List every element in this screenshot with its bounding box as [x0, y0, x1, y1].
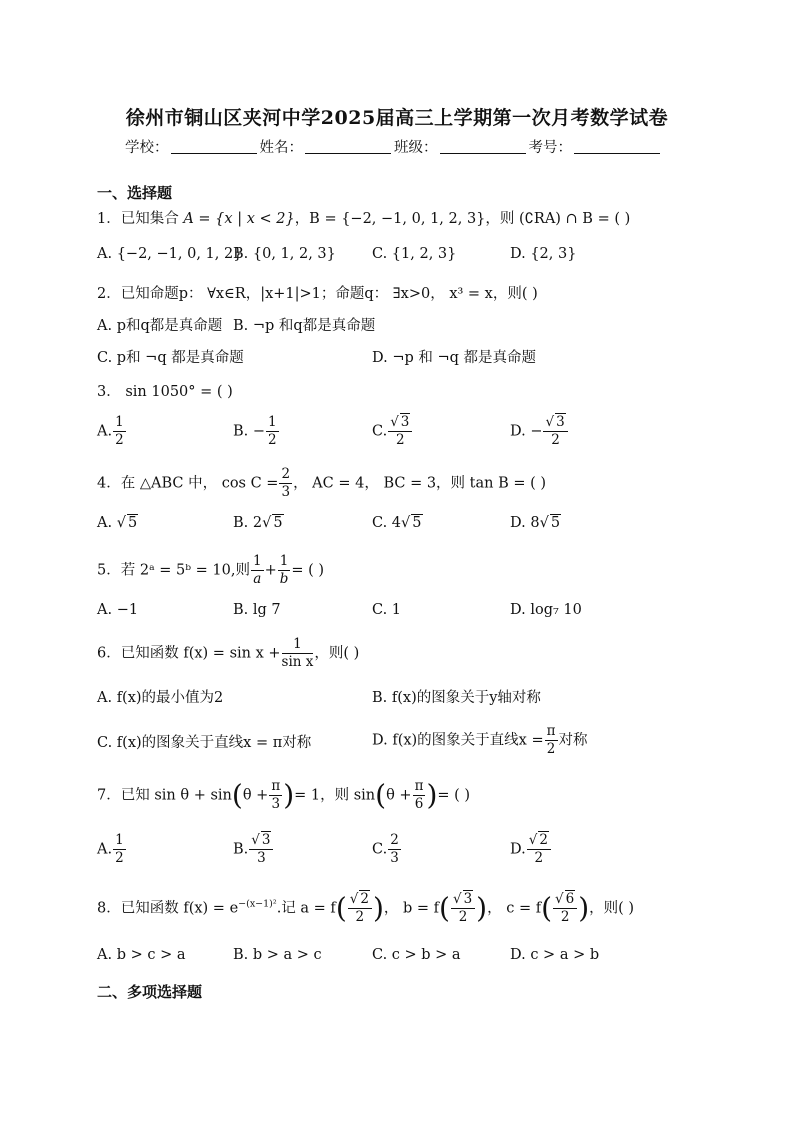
radicand: 5 [550, 515, 561, 531]
option-label: C. 4 [372, 515, 402, 531]
exponent: −(x−1)² [238, 898, 277, 910]
fraction: $\frac{√ 3}{2}$ [543, 414, 567, 449]
q7-option-a[interactable] [97, 832, 127, 867]
question-7 [97, 778, 470, 813]
option-label: D. − [510, 423, 543, 440]
option-label: A. [97, 841, 113, 858]
fraction: $\frac{1}{2}$ [115, 414, 124, 448]
question-text-mid: = 1，则 sin [294, 787, 376, 804]
question-number: 1． [97, 211, 121, 227]
school-blank[interactable] [171, 139, 257, 154]
question-4 [97, 466, 546, 501]
question-text: sin 1050° = ( ) [125, 384, 233, 400]
question-text: 已知 sin θ + sin [120, 787, 232, 804]
q3-option-b[interactable] [233, 414, 280, 449]
left-paren: ( [375, 778, 387, 812]
class-label: 班级： [394, 140, 438, 156]
q1-option-b[interactable]: B. {0, 1, 2, 3} [233, 246, 336, 262]
q2-option-c[interactable]: C. p和 ¬q 都是真命题 [97, 350, 244, 366]
q7-option-c[interactable] [372, 832, 402, 867]
left-paren: ( [335, 891, 347, 925]
q3-option-a[interactable] [97, 414, 127, 449]
q8-option-a[interactable]: A. b > c > a [97, 947, 186, 963]
fraction: $\frac{1}{2}$ [115, 832, 124, 866]
fraction: $\frac{√ 6}{2}$ [553, 891, 577, 926]
q6-option-a[interactable]: A. f(x)的最小值为2 [97, 690, 224, 706]
option-tail: 对称 [558, 732, 588, 749]
q5-option-b[interactable]: B. lg 7 [233, 602, 281, 618]
fraction: $\frac{√ 3}{2}$ [388, 414, 412, 449]
fraction: $\frac{1}{a}$ [252, 553, 262, 587]
question-number: 8． [97, 900, 121, 917]
q6-option-c[interactable]: C. f(x)的图象关于直线x = π对称 [97, 735, 312, 751]
plus-sign: + [264, 562, 277, 579]
class-blank[interactable] [440, 139, 526, 154]
name-blank[interactable] [305, 139, 391, 154]
number-blank[interactable] [574, 139, 660, 154]
left-paren: ( [231, 778, 243, 812]
question-number: 6． [97, 645, 121, 662]
question-number: 2． [97, 286, 121, 302]
radicand: 5 [127, 515, 138, 531]
theta-plus: θ + [242, 787, 269, 804]
option-label: C. [372, 841, 388, 858]
fraction: $\frac{1}{2}$ [268, 414, 277, 448]
question-tail: ，则( ) [314, 645, 360, 662]
fraction: $\frac{√ 2}{2}$ [527, 832, 551, 867]
q6-option-b[interactable]: B. f(x)的图象关于y轴对称 [372, 690, 541, 706]
define-b: ， b = f [383, 900, 440, 917]
question-tail: ，则 (∁RA) ∩ B = ( ) [485, 211, 631, 227]
question-6 [97, 636, 359, 671]
school-label: 学校： [125, 140, 169, 156]
fraction: $\frac{√ 3}{2}$ [451, 891, 475, 926]
q8-option-c[interactable]: C. c > b > a [372, 947, 461, 963]
q2-option-d[interactable]: D. ¬p 和 ¬q 都是真命题 [372, 350, 537, 366]
question-text: 已知集合 [120, 211, 179, 227]
q5-option-d[interactable]: D. log₇ 10 [510, 602, 582, 618]
fraction: $\frac{\pi}{3}$ [271, 778, 281, 812]
question-text: 在 △ABC 中， cos C = [120, 475, 279, 492]
left-paren: ( [439, 891, 450, 925]
fraction: $\frac{1}{b}$ [279, 553, 289, 587]
right-paren: ) [476, 891, 488, 925]
right-paren: ) [426, 778, 438, 812]
question-number: 3． [97, 384, 121, 400]
question-tail: = ( ) [291, 562, 325, 579]
question-tail: ， AC = 4， BC = 3，则 tan B = ( ) [293, 475, 547, 492]
question-2 [97, 282, 538, 303]
option-label: D. f(x)的图象关于直线x = [372, 732, 544, 749]
number-label: 考号： [528, 140, 572, 156]
fraction: $\frac{√ 3}{3}$ [249, 832, 273, 867]
q8-option-d[interactable]: D. c > a > b [510, 947, 600, 963]
question-number: 7． [97, 787, 121, 804]
define-c: ， c = f [487, 900, 542, 917]
question-number: 5． [97, 562, 121, 579]
fraction: $\frac{\pi}{2}$ [546, 723, 556, 757]
q5-option-a[interactable]: A. −1 [97, 602, 139, 618]
fraction: $\frac{√ 2}{2}$ [348, 891, 372, 926]
q2-option-b[interactable]: B. ¬p 和q都是真命题 [233, 318, 376, 334]
q1-option-d[interactable]: D. {2, 3} [510, 246, 577, 262]
q4-option-d[interactable]: D. 8√ 5 [510, 515, 561, 531]
question-text: 已知函数 f(x) = e [120, 900, 239, 917]
question-text: 已知命题p： ∀x∈R，|x+1|>1；命题q： ∃x>0， x³ = x，则( ) [120, 286, 538, 302]
q3-option-c[interactable] [372, 414, 413, 449]
option-label: A. [97, 515, 113, 531]
option-label: B. 2 [233, 515, 263, 531]
left-paren: ( [541, 891, 553, 925]
q1-option-c[interactable]: C. {1, 2, 3} [372, 246, 457, 262]
student-info-line [125, 136, 663, 157]
q2-option-a[interactable]: A. p和q都是真命题 [97, 318, 223, 334]
fraction: $\frac{2}{3}$ [281, 466, 291, 500]
question-tail: ，则( ) [589, 900, 635, 917]
question-tail: = ( ) [437, 787, 471, 804]
q4-option-b[interactable]: B. 2√ 5 [233, 515, 283, 531]
q7-option-b[interactable] [233, 832, 274, 867]
set-b: ，B = {−2, −1, 0, 1, 2, 3} [294, 211, 486, 227]
q4-option-c[interactable]: C. 4√ 5 [372, 515, 422, 531]
radicand: 5 [412, 515, 422, 531]
radicand: 5 [273, 515, 283, 531]
q8-option-b[interactable]: B. b > a > c [233, 947, 322, 963]
question-3 [97, 380, 233, 401]
option-label: D. [510, 841, 526, 858]
question-5 [97, 553, 324, 588]
fraction: $\frac{\pi}{6}$ [414, 778, 424, 812]
question-8 [97, 891, 634, 926]
page-title: 徐州市铜山区夹河中学2025届高三上学期第一次月考数学试卷 [125, 107, 669, 129]
section-heading-single-choice: 一、选择题 [97, 184, 173, 202]
q4-option-a[interactable]: A. √ 5 [97, 515, 138, 531]
question-number: 4． [97, 475, 121, 492]
option-label: D. 8 [510, 515, 540, 531]
q1-option-a[interactable]: A. {−2, −1, 0, 1, 2} [97, 246, 243, 262]
q3-option-d[interactable] [510, 414, 569, 449]
set-a: A = {x | x < 2} [183, 211, 295, 227]
section-heading-multiple-choice: 二、多项选择题 [97, 983, 203, 1001]
fraction: $\frac{1}{\text{sin x}}$ [281, 636, 314, 670]
q5-option-c[interactable]: C. 1 [372, 602, 402, 618]
q6-option-d[interactable] [372, 723, 588, 758]
question-text: 若 2ᵃ = 5ᵇ = 10,则 [120, 562, 250, 579]
fraction: $\frac{2}{3}$ [390, 832, 399, 866]
question-text: 已知函数 f(x) = sin x + [120, 645, 281, 662]
right-paren: ) [372, 891, 384, 925]
define-a: .记 a = f [276, 900, 336, 917]
option-label: B. [233, 841, 249, 858]
right-paren: ) [578, 891, 590, 925]
question-1 [97, 207, 630, 228]
right-paren: ) [283, 778, 295, 812]
theta-plus: θ + [386, 787, 412, 804]
option-label: C. [372, 423, 388, 440]
option-label: A. [97, 423, 113, 440]
q7-option-d[interactable] [510, 832, 552, 867]
option-label: B. − [233, 423, 266, 440]
name-label: 姓名： [259, 140, 303, 156]
